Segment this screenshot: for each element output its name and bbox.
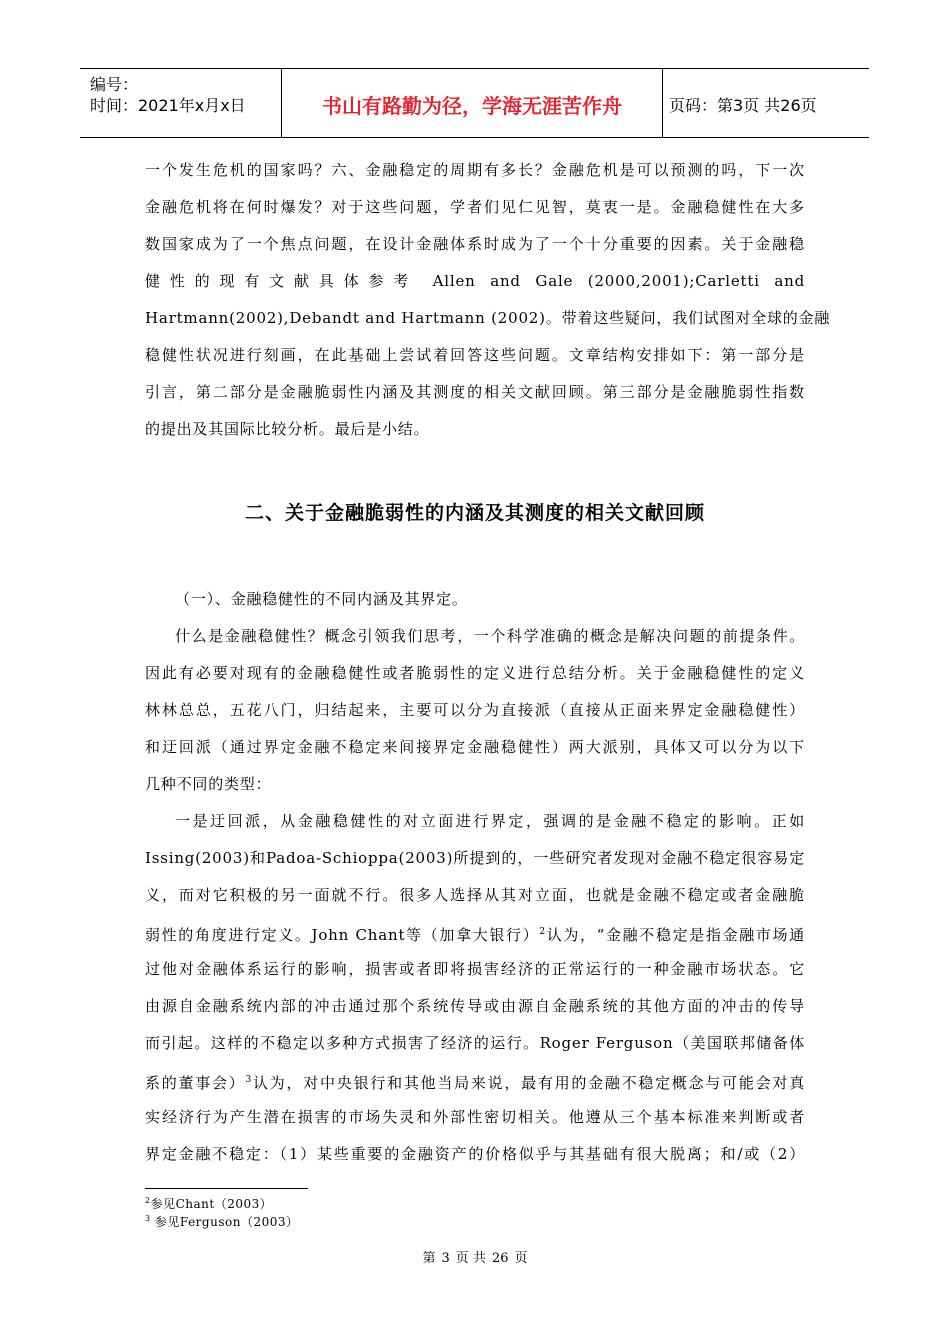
footer-post: 页	[514, 1251, 528, 1266]
footnote-ref: 3	[245, 1075, 253, 1085]
text-line: 金融危机将在何时爆发？对于这些问题，学者们见仁见智，莫衷一是。金融稳健性在大多	[145, 198, 805, 216]
subsection-block	[145, 581, 805, 1173]
header-page-cell	[663, 69, 869, 137]
text-line: 由源自金融系统内部的冲击通过那个系统传导或由源自金融系统的其他方面的冲击的传导	[145, 997, 805, 1015]
footer-total-pages: 26	[491, 1251, 509, 1266]
text-line: 实经济行为产生潜在损害的市场失灵和外部性密切相关。他遵从三个基本标准来判断或者	[145, 1108, 805, 1126]
text-line: 一是迂回派，从金融稳健性的对立面进行界定，强调的是金融不稳定的影响。正如	[175, 812, 805, 830]
header-meta	[80, 69, 282, 137]
text-line: 什么是金融稳健性？概念引领我们思考，一个科学准确的概念是解决问题的前提条件。	[175, 627, 805, 645]
number-label: 编号：	[90, 75, 139, 94]
footnote-mark: 2	[145, 1196, 151, 1205]
text-line: 的提出及其国际比较分析。最后是小结。	[145, 420, 430, 438]
text-line: 稳健性状况进行刻画，在此基础上尝试着回答这些问题。文章结构安排如下：第一部分是	[145, 346, 805, 364]
motto: 书山有路勤为径，学海无涯苦作舟	[322, 94, 622, 118]
page-header	[80, 68, 869, 138]
text-line: 几种不同的类型：	[145, 775, 272, 793]
text-span: 弱性的角度进行定义。John Chant等（加拿大银行）	[145, 926, 540, 944]
text-line: Issing(2003)和Padoa-Schioppa(2003)所提到的，一些研究者发现对金融不稳定很容易定	[145, 849, 805, 867]
text-line: 数国家成为了一个焦点问题，在设计金融体系时成为了一个十分重要的因素。关于金融稳	[145, 235, 805, 253]
footnote-mark: 3	[145, 1214, 151, 1223]
subsection-heading: （一）、金融稳健性的不同内涵及其界定。	[175, 590, 468, 608]
text-line: 林林总总，五花八门，归结起来，主要可以分为直接派（直接从正面来界定金融稳健性）	[145, 701, 805, 719]
text-line	[145, 1062, 805, 1099]
text-line: 过他对金融体系运行的影响，损害或者即将损害经济的正常运行的一种金融市场状态。它	[145, 960, 805, 978]
text-line: 和迂回派（通过界定金融不稳定来间接界定金融稳健性）两大派别，具体又可以分为以下	[145, 738, 805, 756]
section-heading: 二、关于金融脆弱性的内涵及其测度的相关文献回顾	[244, 502, 705, 524]
text-line: 因此有必要对现有的金融稳健性或者脆弱性的定义进行总结分析。关于金融稳健性的定义	[145, 664, 805, 682]
footer-pre: 第	[422, 1251, 436, 1266]
page-info: 页码：第3页 共26页	[669, 96, 817, 115]
footer-mid: 页 共	[455, 1251, 486, 1266]
text-line: 健性的现有文献具体参考 Allen and Gale (2000,2001);Carletti and	[145, 272, 805, 290]
text-line: 义，而对它积极的另一面就不行。很多人选择从其对立面，也就是金融不稳定或者金融脆	[145, 886, 805, 904]
text-line: 引言，第二部分是金融脆弱性内涵及其测度的相关文献回顾。第三部分是金融脆弱性指数	[145, 383, 805, 401]
text-line: Hartmann(2002),Debandt and Hartmann (2002)。带着这些疑问，我们试图对全球的金融	[145, 309, 831, 327]
intro-paragraph	[145, 152, 831, 448]
text-line: 一个发生危机的国家吗？六、金融稳定的周期有多长？金融危机是可以预测的吗，下一次	[145, 161, 805, 179]
footnote-ref: 2	[539, 927, 546, 937]
time-label: 时间：2021年x月x日	[90, 96, 246, 115]
text-span: 认为，“金融不稳定是指金融市场通	[545, 926, 805, 944]
page-footer	[0, 1247, 950, 1266]
footnote	[145, 1213, 298, 1230]
footer-current-page: 3	[441, 1251, 450, 1266]
text-line: 而引起。这样的不稳定以多种方式损害了经济的运行。Roger Ferguson（美国联邦储备体	[145, 1034, 805, 1052]
footnote	[145, 1195, 272, 1212]
footnote-divider	[145, 1188, 308, 1189]
text-span: 认为，对中央银行和其他当局来说，最有用的金融不稳定概念与可能会对真	[252, 1074, 806, 1092]
text-line	[145, 914, 805, 951]
text-line: 界定金融不稳定：（1）某些重要的金融资产的价格似乎与其基础有很大脱离；和/或（2）	[145, 1145, 805, 1163]
header-motto-cell	[282, 69, 663, 137]
footnote-text: 参见Ferguson（2003）	[150, 1215, 299, 1229]
footnote-text: 参见Chant（2003）	[150, 1197, 273, 1211]
text-span: 系的董事会）	[145, 1074, 246, 1092]
